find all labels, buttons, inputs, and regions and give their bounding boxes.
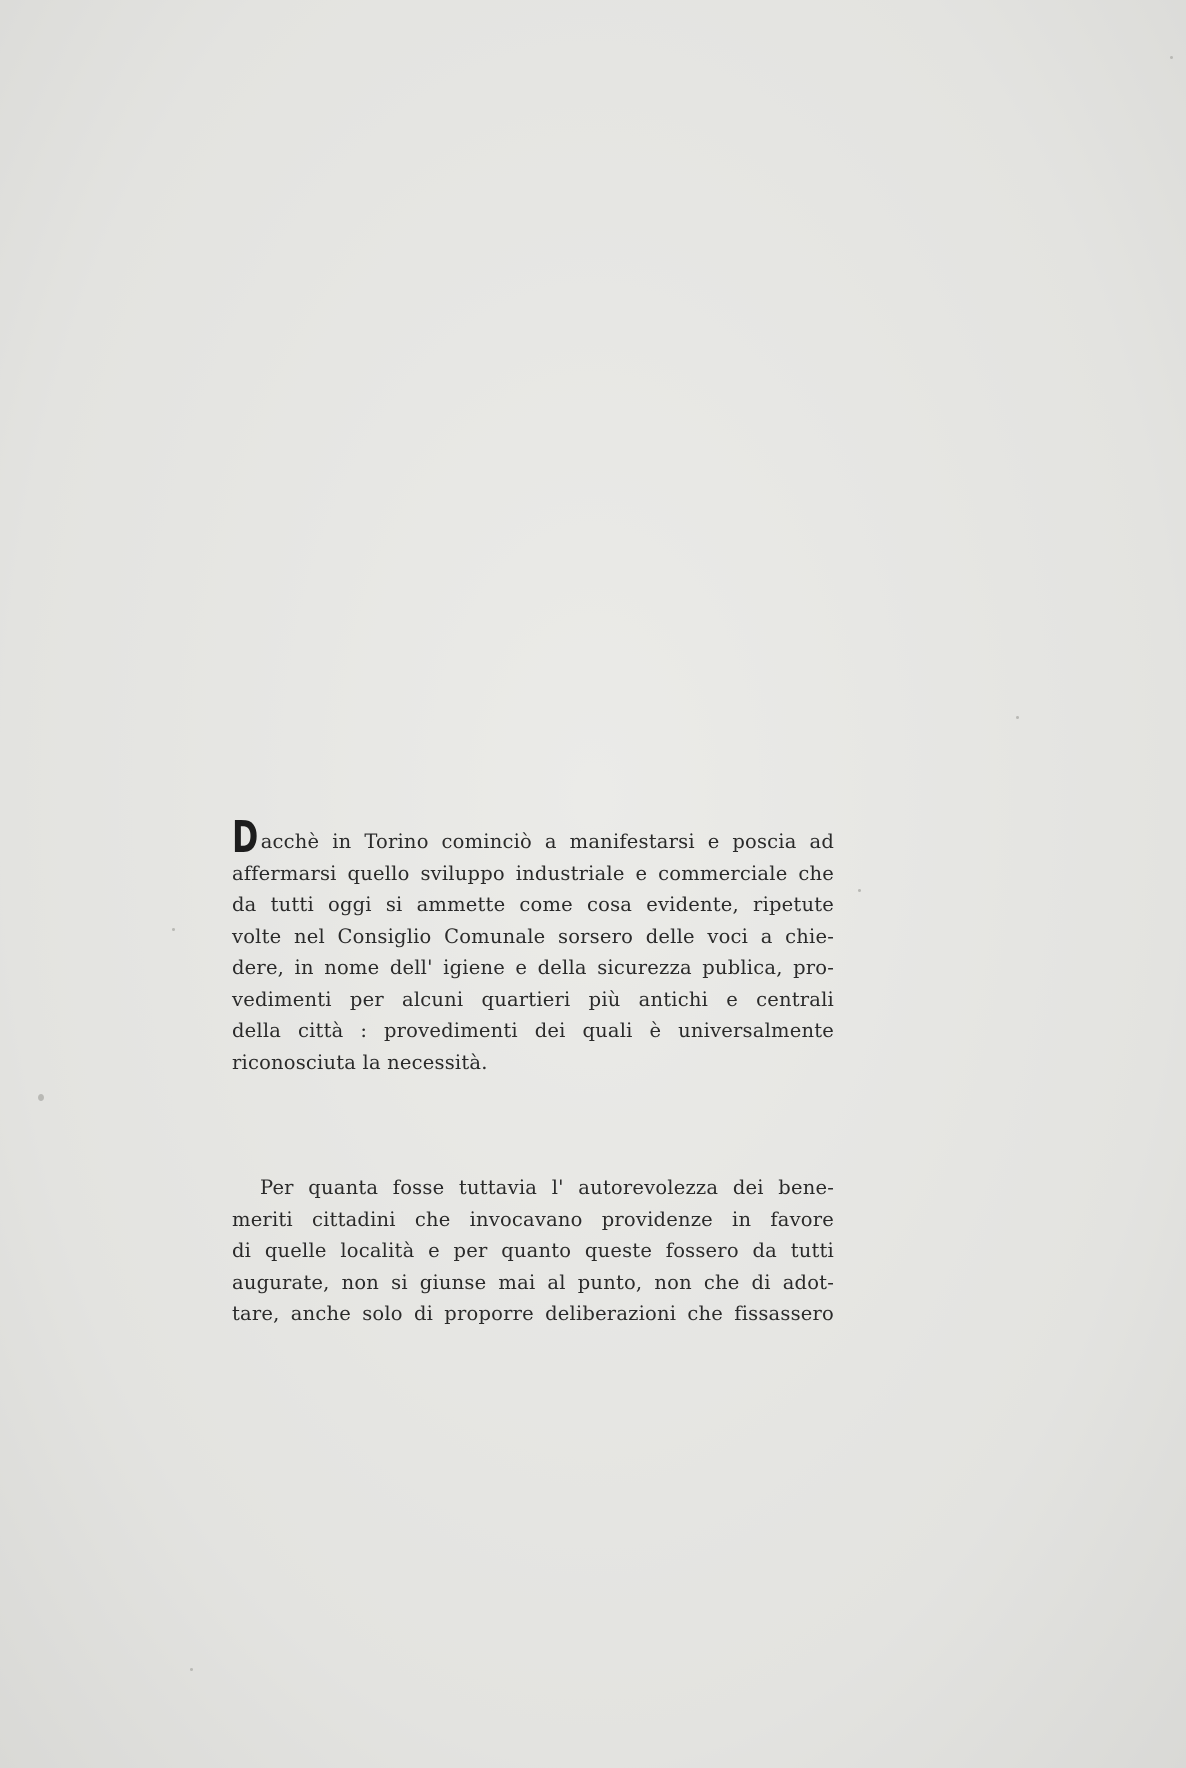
paper-speck [38,1094,44,1101]
text-line: da tutti oggi si ammette come cosa evidente, ripetute [232,893,834,916]
text-line: Dacchè in Torino cominciò a manifestarsi e poscia ad [232,812,834,863]
paper-speck [172,928,175,931]
drop-cap: D [232,812,259,863]
text-line: tare, anche solo di proporre deliberazioni che fissassero [232,1302,834,1325]
text-line: di quelle località e per quanto queste fossero da tutti [232,1239,834,1262]
text-line: meriti cittadini che invocavano providenze in favore [232,1207,834,1231]
paragraph-1 [232,812,834,1078]
paper-speck [190,1668,193,1671]
text-line: volte nel Consiglio Comunale sorsero delle voci a chie- [232,924,834,948]
paper-speck [1170,56,1173,59]
text-line: affermarsi quello sviluppo industriale e commerciale che [232,861,834,885]
paper-speck [1016,716,1019,719]
text-line: Per quanta fosse tuttavia l' autorevolezza dei bene- [260,1176,834,1199]
text-line: augurate, non si giunse mai al punto, non che di adot- [232,1270,834,1294]
paragraph-2 [232,1172,834,1330]
text-line: dere, in nome dell' igiene e della sicurezza publica, pro- [232,956,834,979]
text-line: vedimenti per alcuni quartieri più antichi e centrali [232,987,834,1011]
text-line: riconosciuta la necessità. [232,1050,488,1074]
text-line: della città : provedimenti dei quali è universalmente [232,1019,834,1042]
paper-speck [858,889,861,892]
